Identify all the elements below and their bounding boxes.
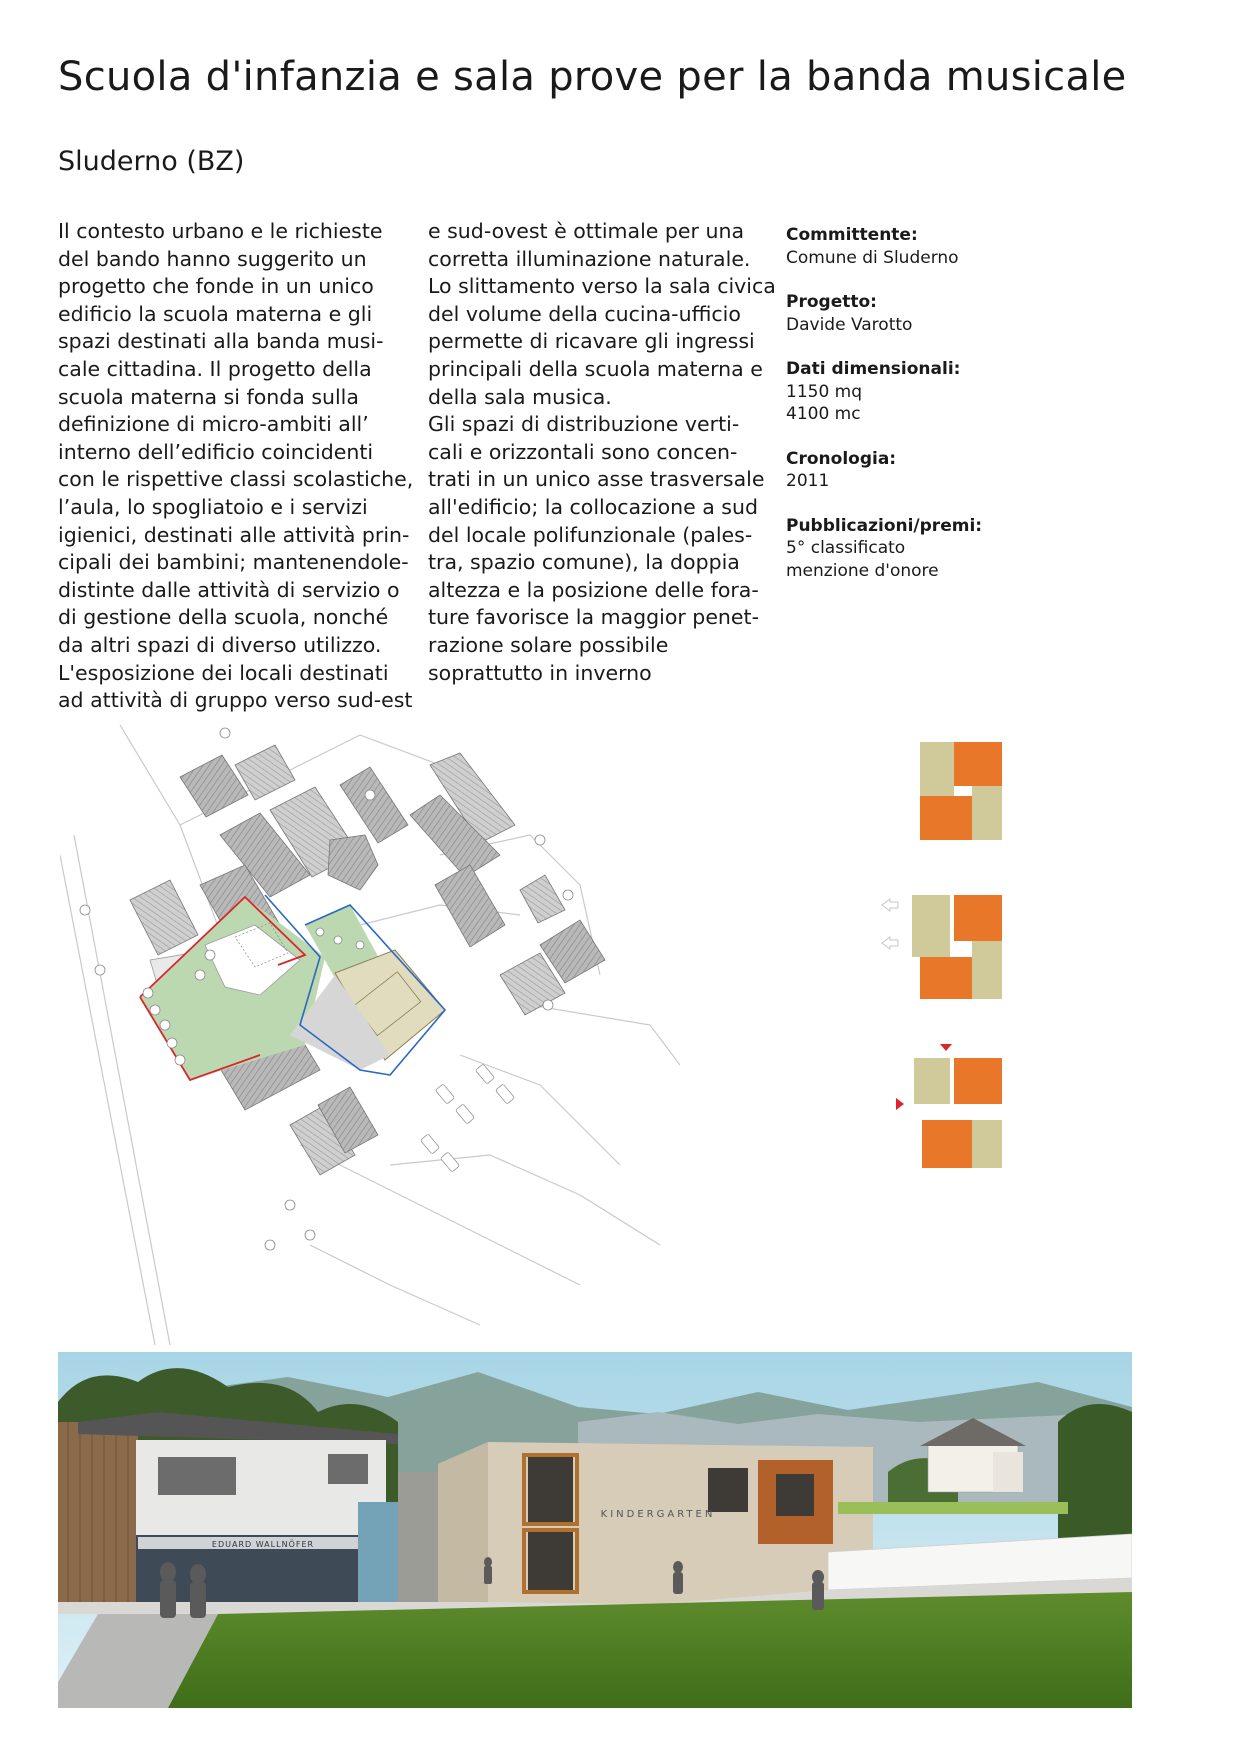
text-line: del volume della cucina-ufficio	[428, 301, 741, 326]
text-line: cale cittadina. Il progetto della	[58, 356, 372, 381]
concept-diagram-2	[868, 893, 1018, 1005]
info-value: 4100 mc	[786, 404, 861, 424]
text-line: all'edificio; la collocazione a sud	[428, 494, 758, 519]
body-text-column-2	[428, 218, 774, 687]
text-line: da altri spazi di diverso utilizzo.	[58, 632, 382, 657]
text-line: spazi destinati alla banda musi-	[58, 329, 384, 354]
text-line: permette di ricavare gli ingressi	[428, 329, 755, 354]
info-label: Progetto:	[786, 292, 877, 312]
text-line: principali della scuola materna e	[428, 356, 763, 381]
info-value: 2011	[786, 471, 830, 491]
concept-diagram-3	[868, 1042, 1018, 1172]
project-info-sidebar	[786, 224, 1046, 604]
text-line: del bando hanno suggerito un	[58, 246, 367, 271]
text-line: cali e orizzontali sono concen-	[428, 439, 738, 464]
text-line: corretta illuminazione naturale.	[428, 246, 751, 271]
page-subtitle-location: Sluderno (BZ)	[58, 146, 245, 177]
info-dati-dimensionali	[786, 358, 1046, 426]
text-line: di gestione della scuola, nonché	[58, 605, 389, 630]
concept-diagram-1	[868, 740, 1018, 850]
text-line: interno dell’edificio coincidenti	[58, 439, 374, 464]
info-label: Cronologia:	[786, 448, 897, 469]
text-line: cipali dei bambini; mantenendole-	[58, 550, 409, 575]
kindergarten-sign: KINDERGARTEN	[600, 1509, 716, 1520]
site-plan-drawing	[60, 725, 680, 1350]
text-line: progetto che fonde in un unico	[58, 274, 374, 299]
text-line: Lo slittamento verso la sala civica	[428, 274, 776, 299]
text-line: soprattutto in inverno	[428, 660, 652, 685]
text-line: e sud-ovest è ottimale per una	[428, 219, 745, 243]
info-label: Committente:	[786, 225, 918, 245]
text-line: ture favorisce la maggior penet-	[428, 605, 759, 630]
info-progetto	[786, 291, 1046, 336]
text-line: l’aula, lo spogliatoio e i servizi	[58, 494, 368, 519]
text-line: L'esposizione dei locali destinati	[58, 660, 389, 685]
info-label: Pubblicazioni/premi:	[786, 515, 983, 536]
text-line: definizione di micro-ambiti all’	[58, 412, 369, 437]
text-line: del locale polifunzionale (pales-	[428, 522, 753, 547]
body-text-column-1	[58, 218, 414, 715]
text-line: tra, spazio comune), la doppia	[428, 550, 740, 575]
text-line: igienici, destinati alle attività prin-	[58, 522, 410, 547]
text-line: trati in un unico asse trasversale	[428, 467, 765, 492]
text-line: altezza e la posizione delle fora-	[428, 577, 759, 602]
text-line: ad attività di gruppo verso sud-est	[58, 688, 413, 713]
text-line: Gli spazi di distribuzione verti-	[428, 412, 740, 437]
info-label: Dati dimensionali:	[786, 359, 961, 379]
text-line: distinte dalle attività di servizio o	[58, 577, 400, 602]
building-rendering	[58, 1352, 1132, 1708]
info-cronologia	[786, 448, 1046, 493]
info-committente	[786, 224, 1046, 269]
text-line: con le rispettive classi scolastiche,	[58, 467, 414, 492]
text-line: scuola materna si fonda sulla	[58, 384, 359, 409]
page-title: Scuola d'infanzia e sala prove per la banda musicale	[58, 54, 1127, 100]
info-pubblicazioni	[786, 515, 1046, 583]
info-value: Davide Varotto	[786, 314, 913, 335]
info-value: Comune di Sluderno	[786, 247, 959, 268]
text-line: razione solare possibile	[428, 632, 669, 657]
info-value: 5° classificato	[786, 538, 906, 558]
music-hall-sign: EDUARD WALLNÖFER	[211, 1540, 315, 1549]
text-line: edificio la scuola materna e gli	[58, 301, 373, 326]
text-line: Il contesto urbano e le richieste	[58, 219, 383, 243]
text-line: della sala musica.	[428, 384, 612, 409]
info-value: 1150 mq	[786, 381, 863, 402]
info-value: menzione d'onore	[786, 560, 939, 581]
